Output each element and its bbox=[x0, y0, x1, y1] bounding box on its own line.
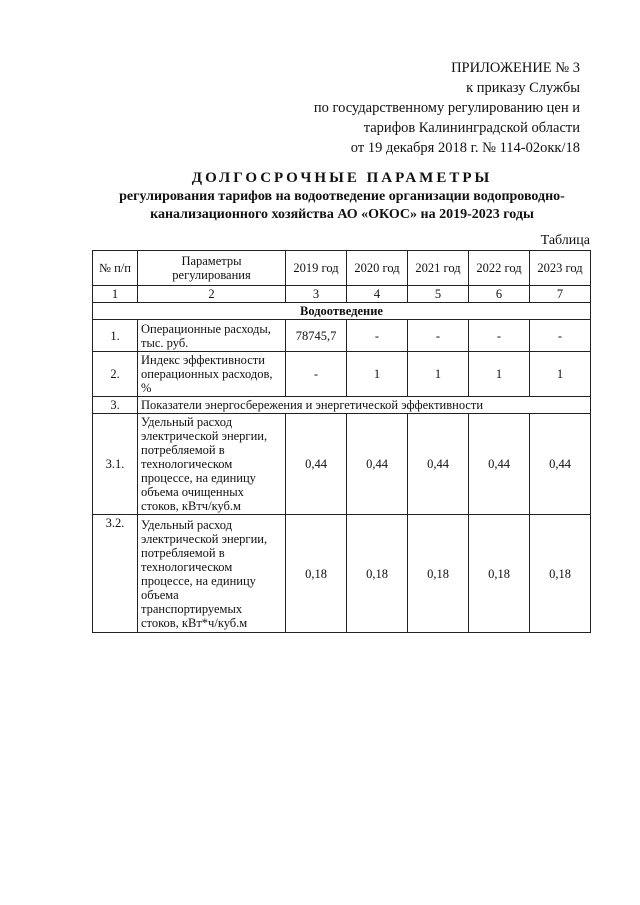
header-cell: 2020 год bbox=[347, 251, 408, 286]
appendix-line: тарифов Калининградской области bbox=[363, 120, 580, 136]
column-number: 2 bbox=[138, 286, 286, 303]
value-cell: 0,18 bbox=[408, 515, 469, 633]
value-cell: - bbox=[347, 320, 408, 352]
value-cell: 1 bbox=[530, 352, 591, 397]
column-number: 7 bbox=[530, 286, 591, 303]
table-header-row bbox=[93, 251, 591, 286]
value-cell: 0,44 bbox=[530, 414, 591, 515]
row-number: 3.1. bbox=[93, 414, 138, 515]
value-cell: - bbox=[408, 320, 469, 352]
column-number: 4 bbox=[347, 286, 408, 303]
parameter-name: Операционные расходы, тыс. руб. bbox=[138, 320, 286, 352]
column-number: 3 bbox=[286, 286, 347, 303]
appendix-line: по государственному регулированию цен и bbox=[313, 100, 580, 116]
row-number: 2. bbox=[93, 352, 138, 397]
parameters-table bbox=[92, 250, 591, 633]
parameter-name: Индекс эффективности операционных расходов, % bbox=[138, 352, 286, 397]
value-cell: 1 bbox=[408, 352, 469, 397]
value-cell: 0,44 bbox=[286, 414, 347, 515]
column-number: 1 bbox=[93, 286, 138, 303]
value-cell: 0,18 bbox=[469, 515, 530, 633]
value-cell: 0,44 bbox=[408, 414, 469, 515]
value-cell: 0,18 bbox=[530, 515, 591, 633]
header-cell: 2023 год bbox=[530, 251, 591, 286]
value-cell: 0,18 bbox=[347, 515, 408, 633]
parameter-name: Удельный расход электрической энергии, потребляемой в технологическом процессе, на единицу объема транспортируемых стоков, кВт*ч/куб.м bbox=[138, 515, 286, 633]
row-number: 1. bbox=[93, 320, 138, 352]
table-row bbox=[93, 320, 591, 352]
header-cell: 2021 год bbox=[408, 251, 469, 286]
value-cell: - bbox=[530, 320, 591, 352]
header-cell: № п/п bbox=[93, 251, 138, 286]
value-cell: 1 bbox=[347, 352, 408, 397]
column-number: 6 bbox=[469, 286, 530, 303]
appendix-line: к приказу Службы bbox=[466, 80, 580, 96]
appendix-line: ПРИЛОЖЕНИЕ № 3 bbox=[451, 60, 580, 76]
section-title: Водоотведение bbox=[93, 303, 591, 320]
value-cell: - bbox=[469, 320, 530, 352]
title-sub-line: регулирования тарифов на водоотведение организации водопроводно- bbox=[119, 189, 565, 204]
parameter-name: Показатели энергосбережения и энергетической эффективности bbox=[138, 397, 591, 414]
appendix-header bbox=[314, 58, 580, 158]
row-number: 3.2. bbox=[93, 515, 138, 633]
value-cell: 0,18 bbox=[286, 515, 347, 633]
header-cell: 2019 год bbox=[286, 251, 347, 286]
parameter-name: Удельный расход электрической энергии, потребляемой в технологическом процессе, на единицу объема очищенных стоков, кВтч/куб.м bbox=[138, 414, 286, 515]
table-row bbox=[93, 414, 591, 515]
table-row bbox=[93, 515, 591, 633]
table-row bbox=[93, 397, 591, 414]
title-main: ДОЛГОСРОЧНЫЕ ПАРАМЕТРЫ bbox=[191, 170, 493, 186]
column-number: 5 bbox=[408, 286, 469, 303]
column-number-row bbox=[93, 286, 591, 303]
value-cell: - bbox=[286, 352, 347, 397]
section-row bbox=[93, 303, 591, 320]
header-cell: 2022 год bbox=[469, 251, 530, 286]
value-cell: 0,44 bbox=[469, 414, 530, 515]
table-row bbox=[93, 352, 591, 397]
appendix-line: от 19 декабря 2018 г. № 114-02окк/18 bbox=[350, 140, 580, 156]
value-cell: 1 bbox=[469, 352, 530, 397]
title-sub-line: канализационного хозяйства АО «ОКОС» на 2019-2023 годы bbox=[150, 207, 534, 222]
header-cell: Параметры регулирования bbox=[138, 251, 286, 286]
value-cell: 0,44 bbox=[347, 414, 408, 515]
value-cell: 78745,7 bbox=[286, 320, 347, 352]
document-title bbox=[92, 168, 592, 224]
table-label: Таблица bbox=[540, 233, 590, 248]
row-number: 3. bbox=[93, 397, 138, 414]
